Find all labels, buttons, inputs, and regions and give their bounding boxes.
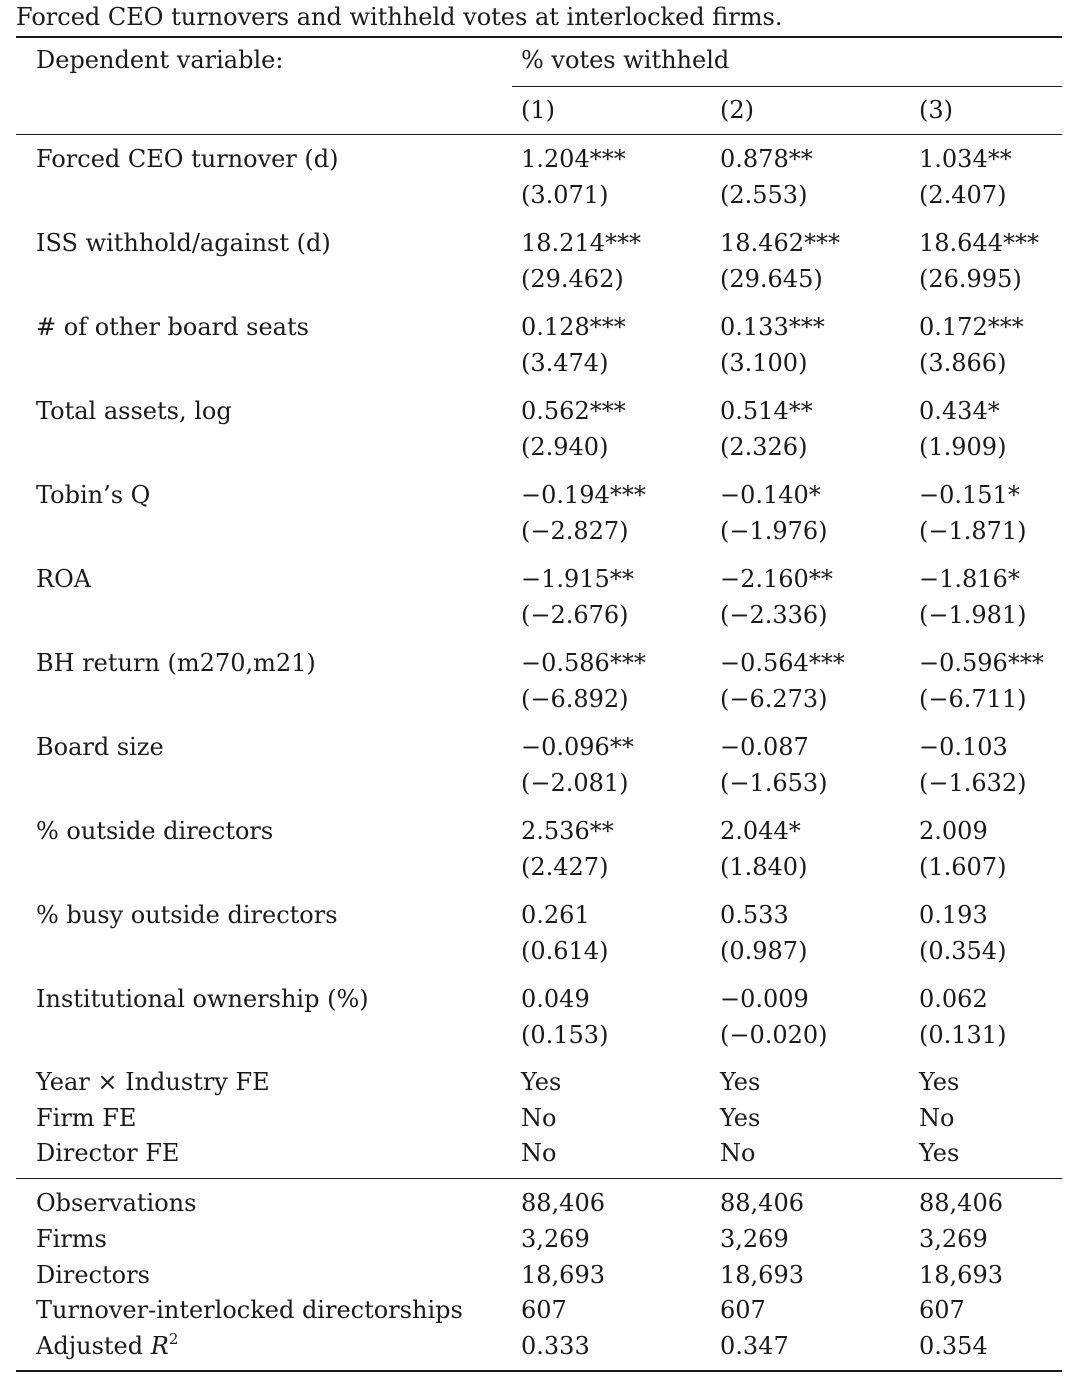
t-stat-cell: (0.987) — [720, 937, 808, 965]
adjusted-r2-value-3: 0.354 — [919, 1332, 988, 1360]
variable-label: Forced CEO turnover (d) — [36, 145, 339, 173]
dependent-variable-label: Dependent variable: — [36, 46, 284, 74]
t-stat-cell: (0.131) — [919, 1021, 1007, 1049]
statistic-cell: 88,406 — [720, 1189, 804, 1217]
coefficient-cell: −0.564*** — [720, 649, 845, 677]
column-group-rule — [512, 86, 1062, 87]
t-stat-cell: (−2.676) — [521, 601, 629, 629]
variable-label: ISS withhold/against (d) — [36, 229, 331, 257]
t-stat-cell: (0.354) — [919, 937, 1007, 965]
coefficient-cell: 2.009 — [919, 817, 988, 845]
coefficient-cell: 0.514** — [720, 397, 813, 425]
coefficient-cell: 18.462*** — [720, 229, 840, 257]
coefficient-cell: 18.644*** — [919, 229, 1039, 257]
coefficient-cell: 2.536** — [521, 817, 614, 845]
t-stat-cell: (−1.976) — [720, 517, 828, 545]
t-stat-cell: (3.100) — [720, 349, 808, 377]
statistic-cell: 3,269 — [720, 1224, 789, 1253]
t-stat-cell: (3.071) — [521, 181, 609, 209]
statistic-cell: 18,693 — [521, 1260, 605, 1289]
fixed-effect-cell: Yes — [919, 1068, 960, 1096]
variable-label: Board size — [36, 733, 164, 761]
t-stat-cell: (−2.827) — [521, 517, 629, 545]
coefficient-cell: −0.151* — [919, 481, 1020, 509]
t-stat-cell: (−1.632) — [919, 769, 1027, 797]
coefficient-cell: −0.103 — [919, 733, 1008, 761]
statistic-cell: 18,693 — [919, 1260, 1003, 1289]
statistic-cell: 88,406 — [521, 1189, 605, 1217]
t-stat-cell: (2.427) — [521, 853, 609, 881]
top-rule — [16, 36, 1062, 38]
fixed-effect-cell: No — [521, 1103, 557, 1132]
coefficient-cell: 0.434* — [919, 397, 1000, 425]
statistic-cell: 3,269 — [919, 1224, 988, 1253]
statistic-cell: 607 — [521, 1296, 567, 1325]
coefficient-cell: 0.878** — [720, 145, 813, 173]
column-header-2: (2) — [720, 96, 754, 124]
statistic-label: Directors — [36, 1260, 150, 1289]
statistic-cell: 18,693 — [720, 1260, 804, 1289]
coefficient-cell: 1.204*** — [521, 145, 626, 173]
coefficient-cell: 0.193 — [919, 901, 988, 929]
coefficient-cell: 1.034** — [919, 145, 1012, 173]
fixed-effect-label: Year × Industry FE — [36, 1068, 270, 1096]
header-rule — [16, 134, 1062, 135]
coefficient-cell: −0.194*** — [521, 481, 646, 509]
fixed-effect-cell: No — [521, 1139, 557, 1168]
dependent-variable-value: % votes withheld — [521, 46, 730, 74]
variable-label: Tobin’s Q — [36, 481, 151, 509]
t-stat-cell: (1.909) — [919, 433, 1007, 461]
t-stat-cell: (−1.981) — [919, 601, 1027, 629]
fixed-effect-cell: No — [720, 1139, 756, 1168]
adjusted-r2-label: Adjusted $R^2$ — [36, 1330, 179, 1360]
fixed-effect-cell: Yes — [521, 1068, 562, 1096]
stats-rule — [16, 1178, 1062, 1179]
coefficient-cell: −0.096** — [521, 733, 634, 761]
fixed-effect-cell: Yes — [720, 1103, 761, 1132]
t-stat-cell: (1.840) — [720, 853, 808, 881]
variable-label: BH return (m270,m21) — [36, 649, 316, 677]
variable-label: # of other board seats — [36, 313, 309, 341]
coefficient-cell: 0.062 — [919, 985, 988, 1013]
fixed-effect-label: Director FE — [36, 1139, 180, 1168]
t-stat-cell: (−0.020) — [720, 1021, 828, 1049]
coefficient-cell: 0.049 — [521, 985, 590, 1013]
t-stat-cell: (2.940) — [521, 433, 609, 461]
statistic-label: Firms — [36, 1224, 107, 1253]
t-stat-cell: (−6.711) — [919, 685, 1027, 713]
coefficient-cell: 0.533 — [720, 901, 789, 929]
fixed-effect-cell: No — [919, 1103, 955, 1132]
t-stat-cell: (−6.273) — [720, 685, 828, 713]
statistic-cell: 607 — [919, 1296, 965, 1325]
t-stat-cell: (−2.336) — [720, 601, 828, 629]
adjusted-r2-value-1: 0.333 — [521, 1332, 590, 1360]
coefficient-cell: 2.044* — [720, 817, 801, 845]
statistic-label: Observations — [36, 1189, 197, 1217]
t-stat-cell: (1.607) — [919, 853, 1007, 881]
coefficient-cell: 0.128*** — [521, 313, 626, 341]
fixed-effect-label: Firm FE — [36, 1103, 137, 1132]
coefficient-cell: −1.915** — [521, 565, 634, 593]
t-stat-cell: (3.866) — [919, 349, 1007, 377]
coefficient-cell: −0.009 — [720, 985, 809, 1013]
t-stat-cell: (2.553) — [720, 181, 808, 209]
t-stat-cell: (29.645) — [720, 265, 823, 293]
coefficient-cell: 0.133*** — [720, 313, 825, 341]
statistic-label: Turnover-interlocked directorships — [36, 1296, 463, 1325]
t-stat-cell: (3.474) — [521, 349, 609, 377]
t-stat-cell: (2.407) — [919, 181, 1007, 209]
coefficient-cell: −2.160** — [720, 565, 833, 593]
variable-label: % busy outside directors — [36, 901, 338, 929]
t-stat-cell: (−1.871) — [919, 517, 1027, 545]
fixed-effect-cell: Yes — [919, 1139, 960, 1168]
coefficient-cell: −1.816* — [919, 565, 1020, 593]
variable-label: % outside directors — [36, 817, 274, 845]
coefficient-cell: 0.261 — [521, 901, 590, 929]
table-caption: Forced CEO turnovers and withheld votes at interlocked firms. — [16, 3, 783, 31]
coefficient-cell: −0.087 — [720, 733, 809, 761]
t-stat-cell: (2.326) — [720, 433, 808, 461]
statistic-cell: 3,269 — [521, 1224, 590, 1253]
coefficient-cell: 0.562*** — [521, 397, 626, 425]
column-header-1: (1) — [521, 96, 555, 124]
coefficient-cell: −0.586*** — [521, 649, 646, 677]
t-stat-cell: (−1.653) — [720, 769, 828, 797]
variable-label: ROA — [36, 565, 92, 593]
statistic-cell: 88,406 — [919, 1189, 1003, 1217]
variable-label: Total assets, log — [36, 397, 232, 425]
t-stat-cell: (29.462) — [521, 265, 624, 293]
adjusted-r2-value-2: 0.347 — [720, 1332, 789, 1360]
fixed-effect-cell: Yes — [720, 1068, 761, 1096]
statistic-cell: 607 — [720, 1296, 766, 1325]
t-stat-cell: (−2.081) — [521, 769, 629, 797]
t-stat-cell: (26.995) — [919, 265, 1022, 293]
coefficient-cell: −0.140* — [720, 481, 821, 509]
coefficient-cell: 0.172*** — [919, 313, 1024, 341]
column-header-3: (3) — [919, 96, 953, 124]
coefficient-cell: −0.596*** — [919, 649, 1044, 677]
bottom-rule — [16, 1370, 1062, 1372]
t-stat-cell: (0.614) — [521, 937, 609, 965]
variable-label: Institutional ownership (%) — [36, 985, 369, 1013]
t-stat-cell: (0.153) — [521, 1021, 609, 1049]
coefficient-cell: 18.214*** — [521, 229, 641, 257]
t-stat-cell: (−6.892) — [521, 685, 629, 713]
